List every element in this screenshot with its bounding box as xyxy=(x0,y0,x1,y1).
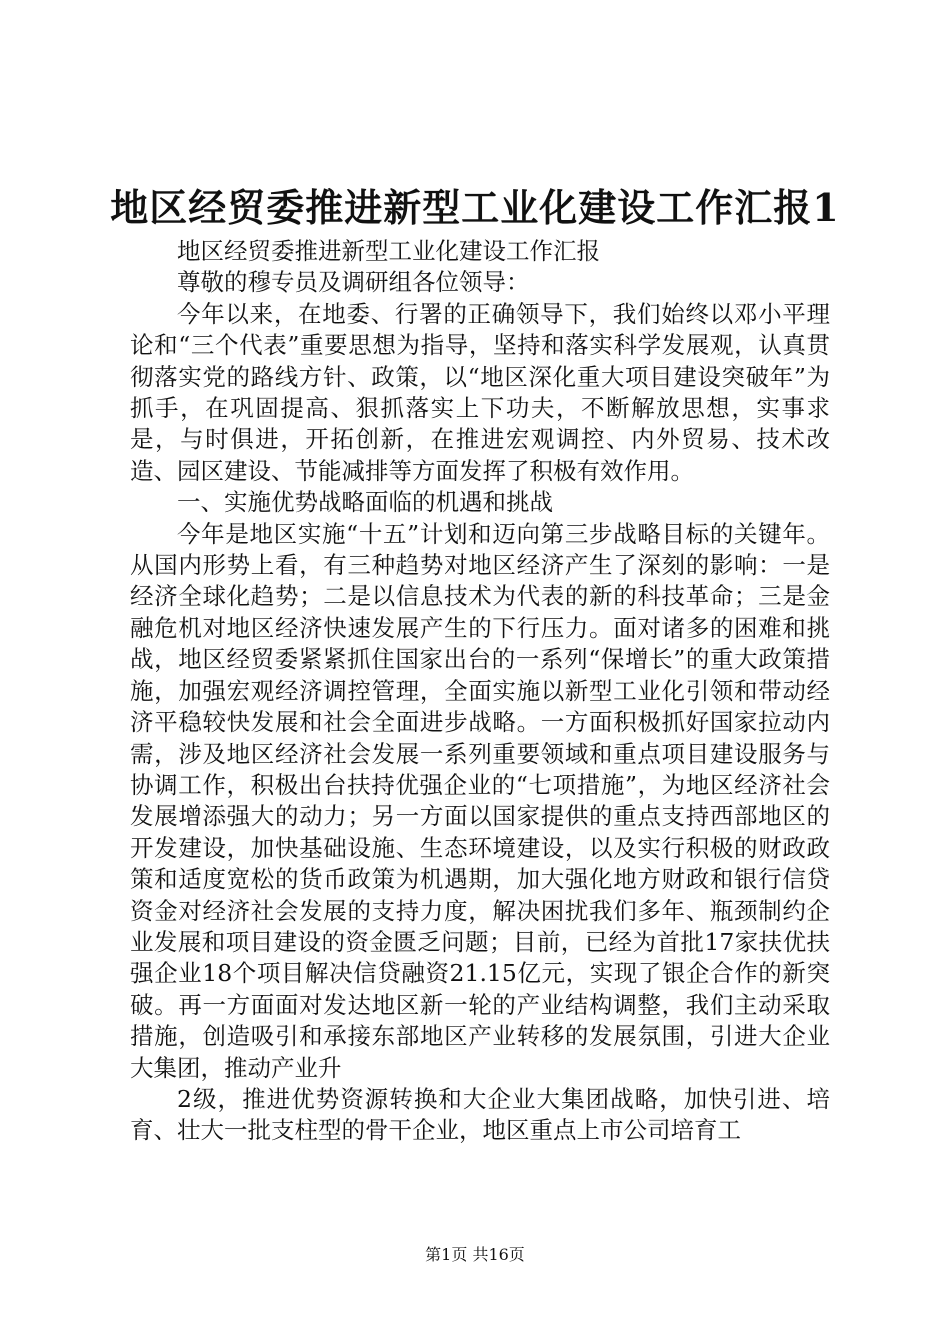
paragraph-salutation: 尊敬的穆专员及调研组各位领导： xyxy=(177,268,530,297)
section-heading-1: 一、实施优势战略面临的机遇和挑战 xyxy=(177,488,553,517)
paragraph-intro: 今年以来，在地委、行署的正确领导下，我们始终以邓小平理论和“三个代表”重要思想为指导，坚持和落实科学发展观，认真贯彻落实党的路线方针、政策，以“地区深化重大项目建设突破年”为抓手，在巩固提高、狠抓落实上下功夫，不断解放思想，实事求是，与时俱进，开拓创新，在推进宏观调控、内外贸易、技术改造、园区建设、节能减排等方面发挥了积极有效作用。 xyxy=(130,299,830,485)
page-footer: 第1页 共16页 xyxy=(425,1245,525,1264)
paragraph-continued: 2级，推进优势资源转换和大企业大集团战略，加快引进、培育、壮大一批支柱型的骨干企业，地区重点上市公司培育工 xyxy=(130,1084,830,1145)
document-body xyxy=(130,236,830,1147)
document-title: 地区经贸委推进新型工业化建设工作汇报1 xyxy=(110,185,840,230)
paragraph-subtitle: 地区经贸委推进新型工业化建设工作汇报 xyxy=(177,237,600,265)
paragraph-opportunities: 今年是地区实施“十五”计划和迈向第三步战略目标的关键年。从国内形势上看，有三种趋势对地区经济产生了深刻的影响：一是经济全球化趋势；二是以信息技术为代表的新的科技革命；三是金融危机对地区经济快速发展产生的下行压力。面对诸多的困难和挑战，地区经贸委紧紧抓住国家出台的一系列“保增长”的重大政策措施，加强宏观经济调控管理，全面实施以新型工业化引领和带动经济平稳较快发展和社会全面进步战略。一方面积极抓好国家拉动内需，涉及地区经济社会发展一系列重要领域和重点项目建设服务与协调工作，积极出台扶持优强企业的“七项措施”，为地区经济社会发展增添强大的动力；另一方面以国家提供的重点支持西部地区的开发建设，加快基础设施、生态环境建设，以及实行积极的财政政策和适度宽松的货币政策为机遇期，加大强化地方财政和银行信贷资金对经济社会发展的支持力度，解决困扰我们多年、瓶颈制约企业发展和项目建设的资金匮乏问题；目前，已经为首批17家扶优扶强企业18个项目解决信贷融资21.15亿元，实现了银企合作的新突破。再一方面面对发达地区新一轮的产业结构调整，我们主动采取措施，创造吸引和承接东部地区产业转移的发展氛围，引进大企业大集团，推动产业升 xyxy=(130,519,830,1082)
